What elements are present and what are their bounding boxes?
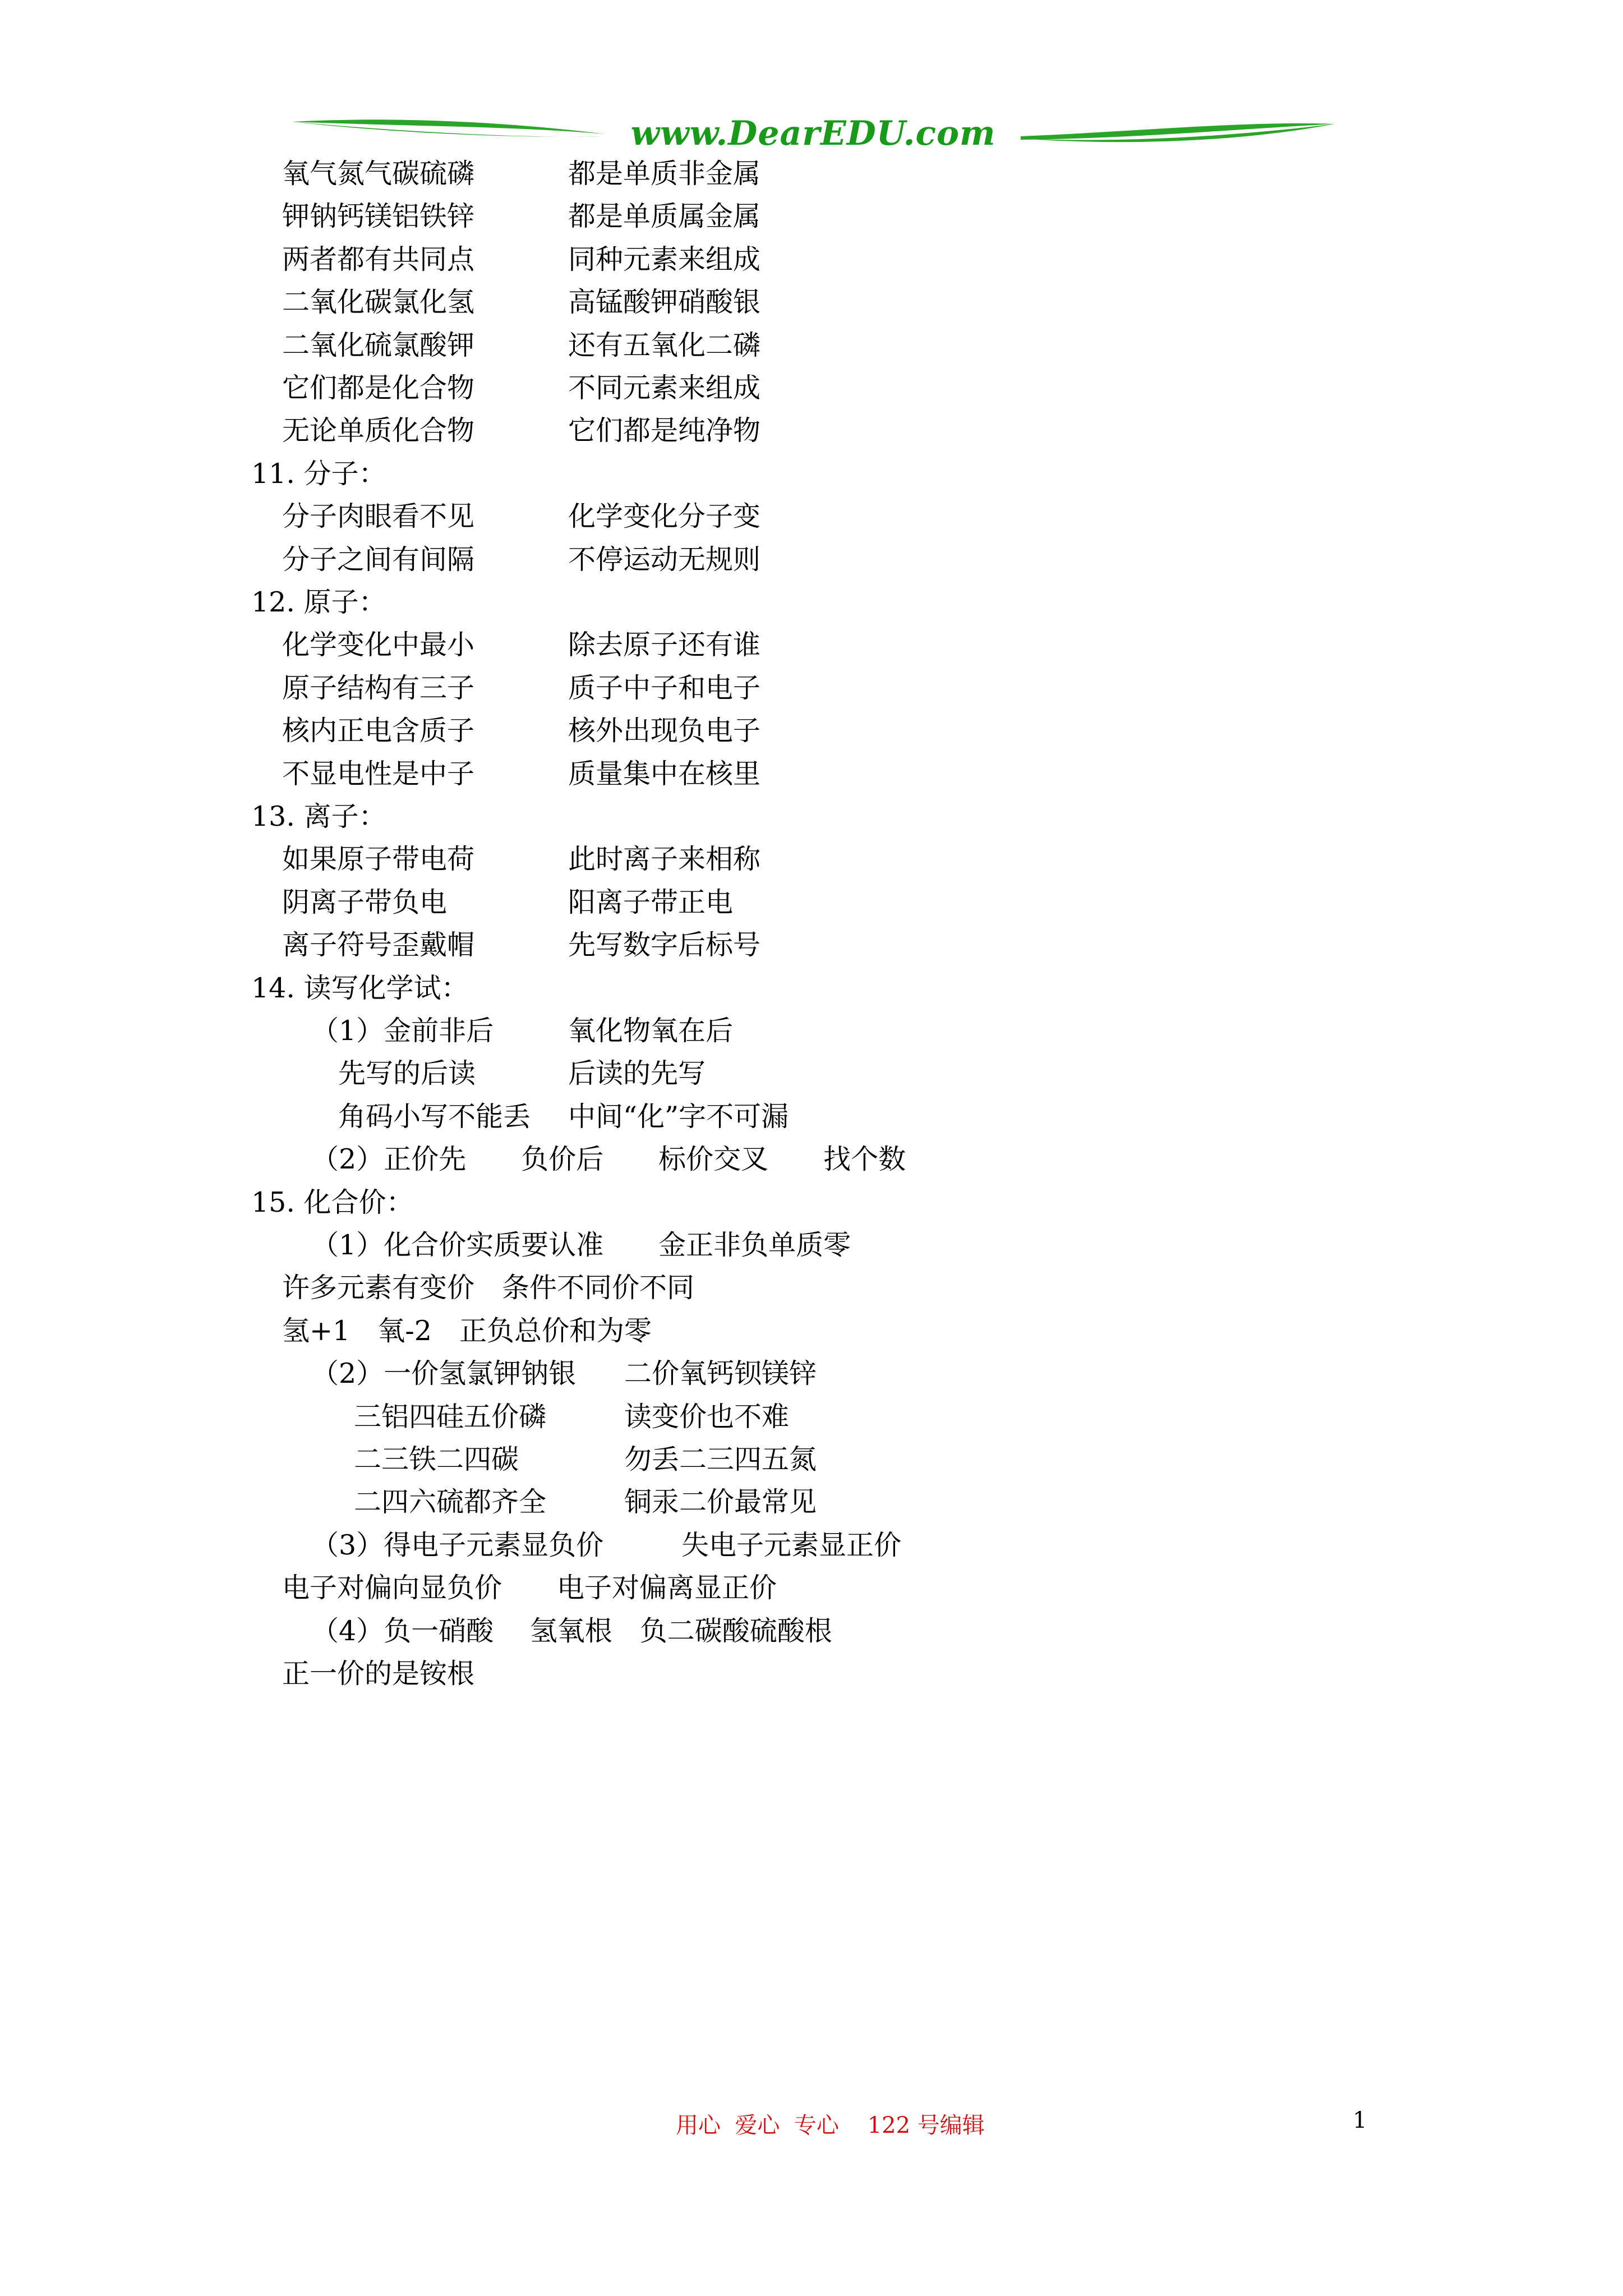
verse-second-half: 先写数字后标号 [568,929,761,961]
verse-line: 正一价的是铵根 [282,1658,475,1690]
verse-first-half: 二氧化硫氯酸钾 [282,329,475,361]
site-header-banner [292,109,1335,160]
verse-second-half: 后读的先写 [568,1057,706,1089]
verse-second-half: 读变价也不难 [624,1401,790,1433]
verse-first-half: 二氧化碳氯化氢 [282,286,475,318]
footer-text: 用心 爱心 专心 122 号编辑 [676,2113,985,2138]
verse-first-half: （1）金前非后 [311,1015,494,1047]
verse-first-half: 分子之间有间隔 [282,544,475,576]
verse-second-half: 氧化物氧在后 [568,1015,734,1047]
verse-first-half: 先写的后读 [338,1057,476,1089]
verse-second-half: 阳离子带正电 [568,886,734,918]
verse-first-half: 二四六硫都齐全 [354,1486,547,1518]
verse-second-half: 还有五氧化二磷 [568,329,761,361]
verse-line: （1）化合价实质要认准 金正非负单质零 [311,1229,851,1261]
section-heading: 13. 离子： [251,800,386,832]
verse-first-half: 氧气氮气碳硫磷 [282,158,475,190]
verse-second-half: 除去原子还有谁 [568,629,761,661]
verse-second-half: 同种元素来组成 [568,243,761,275]
verse-second-half: 不停运动无规则 [568,544,761,576]
verse-second-half: 高锰酸钾硝酸银 [568,286,761,318]
verse-line: （4）负一硝酸 氢氧根 负二碳酸硫酸根 [311,1615,832,1647]
verse-first-half: 角码小写不能丢 [338,1101,531,1133]
verse-second-half: 它们都是纯净物 [568,415,761,447]
verse-second-half: 不同元素来组成 [568,372,761,404]
verse-first-half: 两者都有共同点 [282,243,475,275]
verse-second-half: 失电子元素显正价 [681,1529,902,1561]
verse-second-half: 核外出现负电子 [568,715,761,747]
verse-second-half: 此时离子来相称 [568,843,761,875]
verse-first-half: 二三铁二四碳 [354,1443,519,1475]
verse-first-half: 离子符号歪戴帽 [282,929,475,961]
verse-first-half: 钾钠钙镁铝铁锌 [282,200,475,232]
verse-first-half: 分子肉眼看不见 [282,500,475,532]
verse-second-half: 质子中子和电子 [568,672,761,704]
verse-first-half: 它们都是化合物 [282,372,475,404]
verse-first-half: 化学变化中最小 [282,629,475,661]
verse-first-half: 三铝四硅五价磷 [354,1401,547,1433]
verse-line: 氢+1 氧-2 正负总价和为零 [282,1315,652,1347]
verse-first-half: 核内正电含质子 [282,715,475,747]
verse-second-half: 铜汞二价最常见 [624,1486,817,1518]
section-heading: 11. 分子： [251,458,386,490]
verse-second-half: 化学变化分子变 [568,500,761,532]
section-heading: 12. 原子： [251,586,386,618]
verse-second-half: 质量集中在核里 [568,758,761,790]
section-heading: 15. 化合价： [251,1186,414,1218]
verse-second-half: 二价氧钙钡镁锌 [624,1358,817,1389]
section-heading: 14. 读写化学试： [251,972,469,1004]
verse-first-half: 不显电性是中子 [282,758,475,790]
verse-second-half: 都是单质非金属 [568,158,761,190]
verse-first-half: 如果原子带电荷 [282,843,475,875]
verse-first-half: 无论单质化合物 [282,415,475,447]
verse-second-half: 勿丢二三四五氮 [624,1443,817,1475]
verse-first-half: （3）得电子元素显负价 [311,1529,604,1561]
verse-first-half: 原子结构有三子 [282,672,475,704]
verse-first-half: （2）一价氢氯钾钠银 [311,1358,577,1389]
verse-line: （2）正价先 负价后 标价交叉 找个数 [311,1143,906,1175]
verse-second-half: 中间“化”字不可漏 [568,1101,789,1133]
verse-second-half: 都是单质属金属 [568,200,761,232]
site-logo-text: www.DearEDU.com [630,114,996,153]
verse-line: 电子对偏向显负价 电子对偏离显正价 [282,1572,777,1604]
verse-first-half: 阴离子带负电 [282,886,448,918]
page-number: 1 [1353,2108,1367,2133]
verse-line: 许多元素有变价 条件不同价不同 [282,1272,695,1304]
